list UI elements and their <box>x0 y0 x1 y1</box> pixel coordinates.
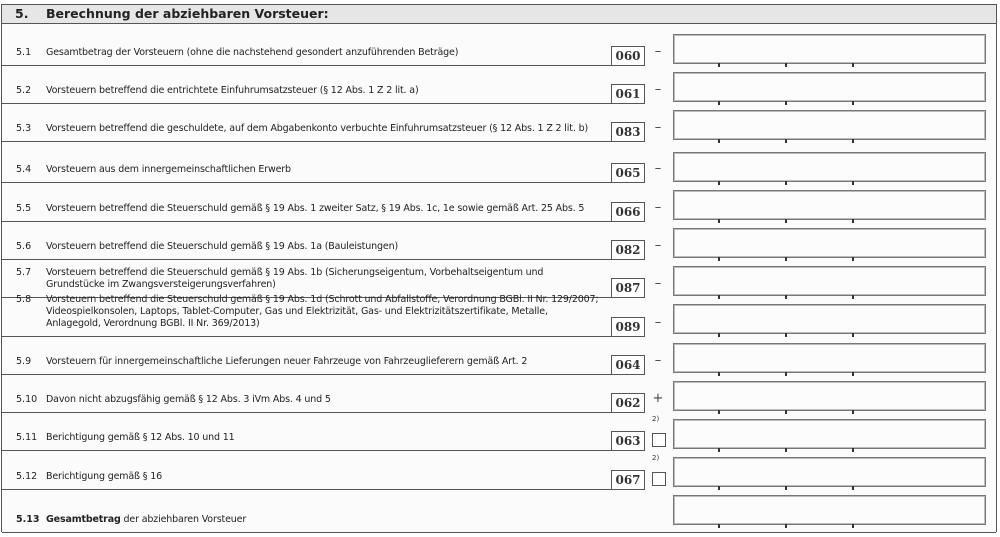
minus-sign: – <box>654 120 662 135</box>
row-number: 5.3 <box>16 123 32 134</box>
amount-input[interactable] <box>673 190 986 220</box>
minus-sign: – <box>654 353 662 368</box>
row-divider <box>2 450 611 451</box>
digit-group-tick <box>852 219 854 223</box>
amount-input[interactable] <box>673 266 986 296</box>
digit-group-tick <box>718 219 720 223</box>
field-code: 089 <box>611 317 645 337</box>
row-label: Vorsteuern betreffend die geschuldete, auf dem Abgabenkonto verbuchte Einfuhrumsatzsteuer (§ 12 Abs. 1 Z 2 lit. b) <box>46 123 589 134</box>
minus-sign: – <box>654 161 662 176</box>
row-number: 5.7 <box>16 267 32 278</box>
digit-group-tick <box>785 524 787 528</box>
row-label: Vorsteuern betreffend die Steuerschuld gemäß § 19 Abs. 1 zweiter Satz, § 19 Abs. 1c, 1e sowie gemäß Art. 25 Abs. 5 <box>46 203 585 214</box>
digit-group-tick <box>785 486 787 490</box>
digit-group-tick <box>852 410 854 414</box>
minus-sign: – <box>654 315 662 330</box>
digit-group-tick <box>852 101 854 105</box>
digit-group-tick <box>852 486 854 490</box>
field-code: 061 <box>611 84 645 104</box>
row-divider <box>2 412 611 413</box>
field-code: 067 <box>611 470 645 490</box>
digit-group-tick <box>852 257 854 261</box>
digit-group-tick <box>718 181 720 185</box>
section-title: Berechnung der abziehbaren Vorsteuer: <box>46 6 329 21</box>
digit-group-tick <box>852 63 854 67</box>
digit-group-tick <box>785 181 787 185</box>
minus-sign: – <box>654 44 662 59</box>
digit-group-tick <box>852 524 854 528</box>
minus-sign: – <box>654 238 662 253</box>
section-number: 5. <box>15 6 29 21</box>
minus-sign: – <box>654 276 662 291</box>
row-label: Vorsteuern betreffend die Steuerschuld gemäß § 19 Abs. 1a (Bauleistungen) <box>46 241 398 252</box>
digit-group-tick <box>785 372 787 376</box>
row-divider <box>2 532 996 533</box>
amount-input[interactable] <box>673 495 986 525</box>
row-number: 5.5 <box>16 203 32 214</box>
row-label: Gesamtbetrag der Vorsteuern (ohne die nachstehend gesondert anzuführenden Beträge) <box>46 47 459 58</box>
row-number: 5.13 <box>16 514 40 525</box>
digit-group-tick <box>852 181 854 185</box>
footnote-marker: 2) <box>652 454 660 462</box>
row-divider <box>2 65 611 66</box>
digit-group-tick <box>718 257 720 261</box>
minus-sign: – <box>654 200 662 215</box>
row-number: 5.6 <box>16 241 32 252</box>
field-code: 064 <box>611 355 645 375</box>
row-divider <box>2 489 611 490</box>
footnote-marker: 2) <box>652 415 660 423</box>
amount-input[interactable] <box>673 110 986 140</box>
digit-group-tick <box>785 448 787 452</box>
digit-group-tick <box>718 333 720 337</box>
amount-input[interactable] <box>673 343 986 373</box>
row-number: 5.9 <box>16 356 32 367</box>
digit-group-tick <box>785 101 787 105</box>
amount-input[interactable] <box>673 304 986 334</box>
row-divider <box>2 103 611 104</box>
digit-group-tick <box>718 139 720 143</box>
row-label: Berichtigung gemäß § 12 Abs. 10 und 11 <box>46 432 235 443</box>
field-code: 082 <box>611 240 645 260</box>
field-code: 063 <box>611 431 645 451</box>
row-divider <box>2 141 611 142</box>
digit-group-tick <box>718 486 720 490</box>
row-number: 5.2 <box>16 85 32 96</box>
row-divider <box>2 259 611 260</box>
digit-group-tick <box>718 63 720 67</box>
total-label-rest: der abziehbaren Vorsteuer <box>120 514 247 525</box>
row-number: 5.8 <box>16 294 32 305</box>
section-header <box>2 4 996 24</box>
digit-group-tick <box>718 524 720 528</box>
row-number: 5.10 <box>16 394 38 405</box>
digit-group-tick <box>785 63 787 67</box>
digit-group-tick <box>785 139 787 143</box>
field-code: 083 <box>611 122 645 142</box>
digit-group-tick <box>852 139 854 143</box>
digit-group-tick <box>785 219 787 223</box>
amount-input[interactable] <box>673 419 986 449</box>
field-code: 060 <box>611 46 645 66</box>
minus-sign: – <box>654 82 662 97</box>
row-label: Davon nicht abzugsfähig gemäß § 12 Abs. 3 iVm Abs. 4 und 5 <box>46 394 331 405</box>
digit-group-tick <box>852 448 854 452</box>
digit-group-tick <box>785 410 787 414</box>
correction-checkbox[interactable] <box>652 472 666 486</box>
digit-group-tick <box>718 295 720 299</box>
digit-group-tick <box>718 448 720 452</box>
field-code: 062 <box>611 393 645 413</box>
digit-group-tick <box>785 257 787 261</box>
amount-input[interactable] <box>673 72 986 102</box>
row-number: 5.12 <box>16 471 38 482</box>
digit-group-tick <box>785 295 787 299</box>
row-label: Vorsteuern betreffend die Steuerschuld gemäß § 19 Abs. 1d (Schrott und Abfallstoffe, Verordnung BGBl. II Nr. 129/2007; Videospielkonsolen, Laptops, Tablet-Computer, Gas und Elektrizität, Gas- und Elektrizitätszertifikate, Metalle, Anlagegold, Verordnung BGBl. II Nr. 369/2013) <box>46 294 599 329</box>
row-number: 5.1 <box>16 47 32 58</box>
digit-group-tick <box>718 410 720 414</box>
field-code: 065 <box>611 163 645 183</box>
row-divider <box>2 182 611 183</box>
row-divider <box>2 374 611 375</box>
field-code: 066 <box>611 202 645 222</box>
section-5-form <box>1 4 997 532</box>
digit-group-tick <box>718 101 720 105</box>
amount-input[interactable] <box>673 152 986 182</box>
amount-input[interactable] <box>673 228 986 258</box>
row-divider <box>2 221 611 222</box>
row-divider <box>2 336 611 337</box>
amount-input[interactable] <box>673 34 986 64</box>
row-label: Vorsteuern betreffend die entrichtete Einfuhrumsatzsteuer (§ 12 Abs. 1 Z 2 lit. a) <box>46 85 419 96</box>
digit-group-tick <box>852 295 854 299</box>
plus-sign: + <box>652 391 664 406</box>
digit-group-tick <box>852 333 854 337</box>
row-number: 5.4 <box>16 164 32 175</box>
total-label-bold: Gesamtbetrag <box>46 514 121 525</box>
total-label <box>46 514 602 526</box>
field-code: 087 <box>611 278 645 298</box>
correction-checkbox[interactable] <box>652 433 666 447</box>
digit-group-tick <box>852 372 854 376</box>
amount-input[interactable] <box>673 381 986 411</box>
row-number: 5.11 <box>16 432 38 443</box>
row-label: Vorsteuern betreffend die Steuerschuld gemäß § 19 Abs. 1b (Sicherungseigentum, Vorbehaltseigentum und Grundstücke im Zwangsversteigerungsverfahren) <box>46 267 544 290</box>
amount-input[interactable] <box>673 457 986 487</box>
row-label: Vorsteuern für innergemeinschaftliche Lieferungen neuer Fahrzeuge von Fahrzeuglieferern gemäß Art. 2 <box>46 356 528 367</box>
digit-group-tick <box>718 372 720 376</box>
digit-group-tick <box>785 333 787 337</box>
row-label: Berichtigung gemäß § 16 <box>46 471 163 482</box>
row-label: Vorsteuern aus dem innergemeinschaftlichen Erwerb <box>46 164 291 175</box>
